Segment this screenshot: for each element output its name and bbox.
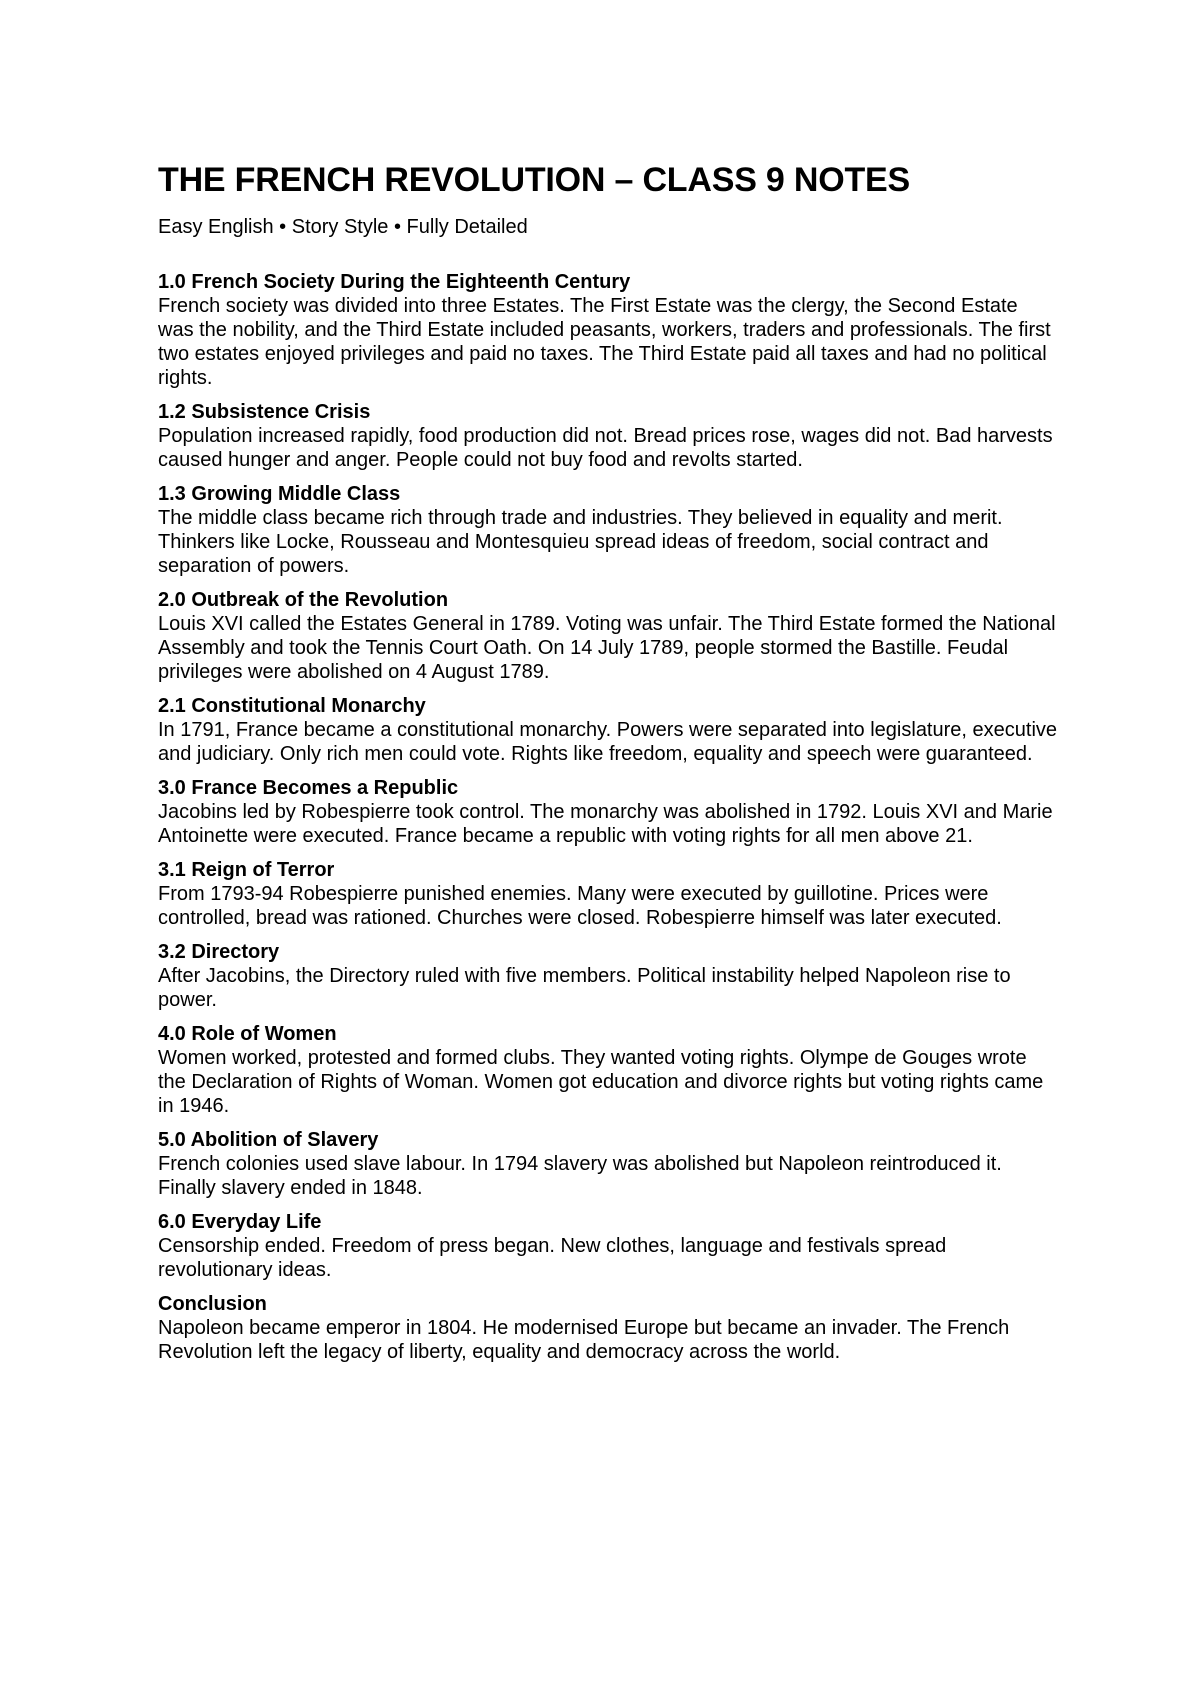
- section-heading: 1.0 French Society During the Eighteenth Century: [158, 271, 631, 293]
- section-directory: [158, 940, 1058, 1012]
- section-conclusion: [158, 1292, 1058, 1364]
- section-heading: 3.1 Reign of Terror: [158, 859, 335, 881]
- section-heading: 6.0 Everyday Life: [158, 1211, 322, 1233]
- section-heading: 3.2 Directory: [158, 941, 280, 963]
- section-heading: 2.0 Outbreak of the Revolution: [158, 589, 449, 611]
- section-heading: 3.0 France Becomes a Republic: [158, 777, 459, 799]
- section-subsistence-crisis: [158, 400, 1058, 472]
- section-french-society: [158, 270, 1058, 390]
- section-heading: Conclusion: [158, 1293, 267, 1315]
- document-page: [158, 158, 1058, 1374]
- section-body: French society was divided into three Estates. The First Estate was the clergy, the Second Estate was the nobility, and the Third Estate included peasants, workers, traders and professionals. The first two estates enjoyed privileges and paid no taxes. The Third Estate paid all taxes and had no political rights.: [158, 295, 1051, 389]
- section-everyday-life: [158, 1210, 1058, 1282]
- section-body: Population increased rapidly, food production did not. Bread prices rose, wages did not. Bad harvests caused hunger and anger. People could not buy food and revolts started.: [158, 425, 1053, 471]
- section-body: Women worked, protested and formed clubs. They wanted voting rights. Olympe de Gouges wrote the Declaration of Rights of Woman. Women got education and divorce rights but voting rights came in 1946.: [158, 1047, 1044, 1117]
- section-body: After Jacobins, the Directory ruled with five members. Political instability helped Napoleon rise to power.: [158, 965, 1011, 1011]
- section-heading: 1.2 Subsistence Crisis: [158, 401, 371, 423]
- section-body: Louis XVI called the Estates General in 1789. Voting was unfair. The Third Estate formed the National Assembly and took the Tennis Court Oath. On 14 July 1789, people stormed the Bastille. Feudal privileges were abolished on 4 August 1789.: [158, 613, 1056, 683]
- section-republic: [158, 776, 1058, 848]
- section-outbreak: [158, 588, 1058, 684]
- section-heading: 4.0 Role of Women: [158, 1023, 337, 1045]
- section-body: In 1791, France became a constitutional monarchy. Powers were separated into legislature, executive and judiciary. Only rich men could vote. Rights like freedom, equality and speech were guaranteed.: [158, 719, 1058, 765]
- section-role-of-women: [158, 1022, 1058, 1118]
- section-body: Napoleon became emperor in 1804. He modernised Europe but became an invader. The French Revolution left the legacy of liberty, equality and democracy across the world.: [158, 1317, 1010, 1363]
- section-reign-of-terror: [158, 858, 1058, 930]
- document-subtitle: Easy English • Story Style • Fully Detailed: [158, 216, 528, 238]
- section-constitutional-monarchy: [158, 694, 1058, 766]
- section-heading: 5.0 Abolition of Slavery: [158, 1129, 379, 1151]
- section-middle-class: [158, 482, 1058, 578]
- section-body: Censorship ended. Freedom of press began. New clothes, language and festivals spread revolutionary ideas.: [158, 1235, 947, 1281]
- section-body: From 1793-94 Robespierre punished enemies. Many were executed by guillotine. Prices were controlled, bread was rationed. Churches were closed. Robespierre himself was later executed.: [158, 883, 1002, 929]
- document-title: THE FRENCH REVOLUTION – CLASS 9 NOTES: [158, 161, 911, 199]
- section-body: The middle class became rich through trade and industries. They believed in equality and merit. Thinkers like Locke, Rousseau and Montesquieu spread ideas of freedom, social contract and separation of powers.: [158, 507, 1003, 577]
- section-body: Jacobins led by Robespierre took control. The monarchy was abolished in 1792. Louis XVI and Marie Antoinette were executed. France became a republic with voting rights for all men above 21.: [158, 801, 1053, 847]
- section-body: French colonies used slave labour. In 1794 slavery was abolished but Napoleon reintroduced it. Finally slavery ended in 1848.: [158, 1153, 1002, 1199]
- section-heading: 1.3 Growing Middle Class: [158, 483, 401, 505]
- section-abolition-of-slavery: [158, 1128, 1058, 1200]
- section-heading: 2.1 Constitutional Monarchy: [158, 695, 426, 717]
